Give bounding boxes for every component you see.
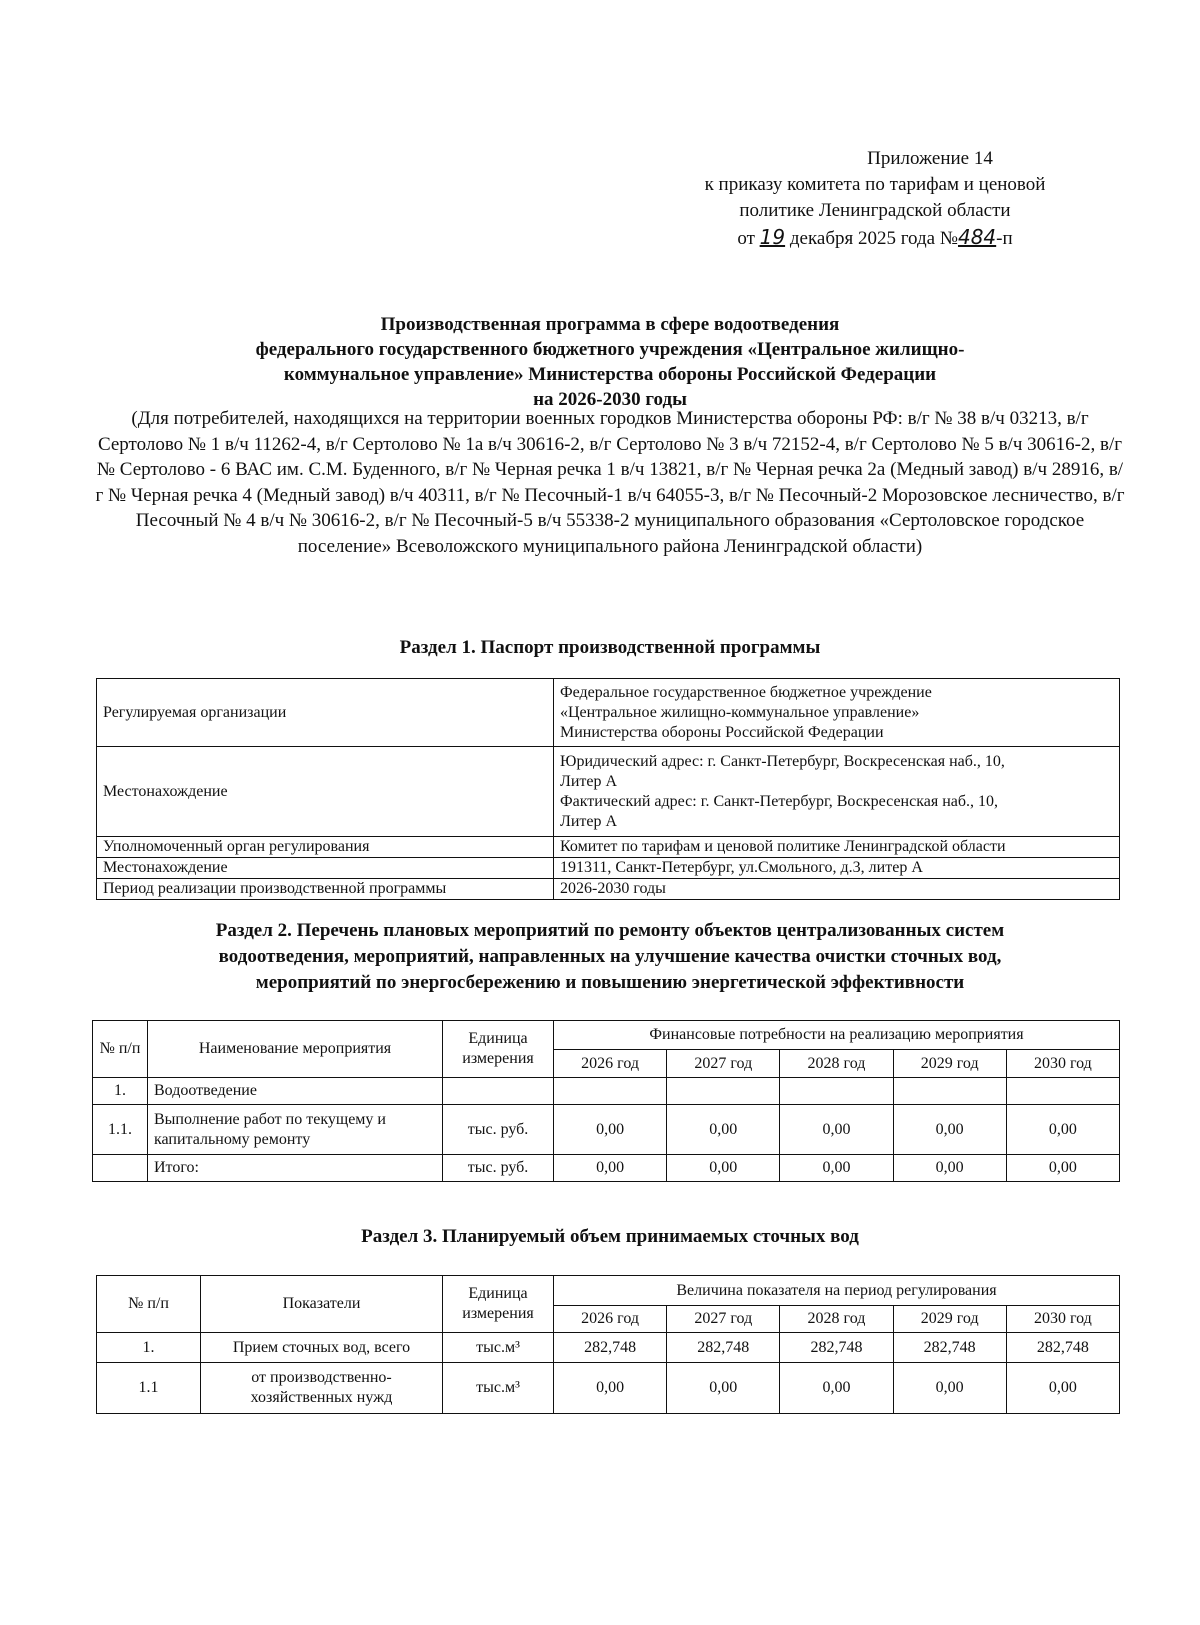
title-line: коммунальное управление» Министерства обороны Российской Федерации [283,364,937,385]
header-row [93,1021,1120,1050]
row-value: 0,00 [667,1155,780,1182]
row-value: 0,00 [893,1363,1006,1414]
table-row [97,747,1120,837]
row-value [1006,1078,1119,1105]
col-header-num: № п/п [93,1021,148,1078]
activities-table [92,1020,1120,1182]
row-unit: тыс. руб. [443,1155,554,1182]
col-header-year: 2026 год [554,1050,667,1078]
row-value: 0,00 [893,1105,1006,1155]
row-number: 1. [93,1078,148,1105]
table-row [93,1155,1120,1182]
title-line: Производственная программа в сфере водоотведения [380,314,840,335]
col-header-year: 2027 год [667,1050,780,1078]
col-header-group: Финансовые потребности на реализацию мероприятия [554,1021,1120,1050]
row-value: 0,00 [667,1363,780,1414]
row-name: от производственно-хозяйственных нужд [201,1363,443,1414]
row-number: 1.1 [97,1363,201,1414]
row-value: 282,748 [554,1333,667,1363]
col-header-year: 2026 год [554,1306,667,1333]
col-header-group: Величина показателя на период регулирования [554,1276,1120,1306]
row-unit [443,1078,554,1105]
row-value: 0,00 [780,1363,893,1414]
handwritten-number: 484 [957,225,997,249]
row-value: 0,00 [1006,1105,1119,1155]
appendix-header [640,146,1110,252]
row-number [93,1155,148,1182]
row-name: Итого: [148,1155,443,1182]
value-line: Фактический адрес: г. Санкт-Петербург, Воскресенская наб., 10, [560,792,999,810]
section3-heading: Раздел 3. Планируемый объем принимаемых сточных вод [361,1226,859,1247]
row-value: 191311, Санкт-Петербург, ул.Смольного, д.3, литер А [554,858,1120,879]
row-value: Комитет по тарифам и ценовой политике Ленинградской области [554,837,1120,858]
document-title [100,312,1120,412]
handwritten-day: 19 [759,225,786,249]
table-row [97,879,1120,900]
date-text: декабря 2025 года № [789,228,958,249]
row-value [667,1078,780,1105]
consumer-description: (Для потребителей, находящихся на территории военных городков Министерства обороны РФ: в/г № 38 в/ч 03213, в/г Сертолово № 1 в/ч 11262-4, в/г Сертолово № 1а в/ч 30616-2, в/г Сертолово № 3 в/ч 72152-4, в/г Сертолово № 5 в/ч 30616-2, в/г № Сертолово - 6 ВАС им. С.М. Буденного, в/г № Черная речка 1 в/ч 13821, в/г № Черная речка 2а (Медный завод) в/ч 28916, в/г № Черная речка 4 (Медный завод) в/ч 40311, в/г № Песочный-1 в/ч 64055-3, в/г № Песочный-2 Морозовское лесничество, в/г Песочный № 4 в/ч № 30616-2, в/г № Песочный-5 в/ч 55338-2 муниципального образования «Сертоловское городское поселение» Всеволожского муниципального района Ленинградской области) [95,408,1125,557]
row-value: 282,748 [1006,1333,1119,1363]
value-line: Федеральное государственное бюджетное учреждение [560,683,932,701]
row-value: 0,00 [780,1105,893,1155]
row-unit: тыс. руб. [443,1105,554,1155]
col-header-unit: Единица измерения [443,1276,554,1333]
row-value: 0,00 [554,1155,667,1182]
row-number: 1.1. [93,1105,148,1155]
col-header-year: 2030 год [1006,1050,1119,1078]
row-value: 0,00 [1006,1363,1119,1414]
col-header-year: 2028 год [780,1050,893,1078]
table-row [93,1105,1120,1155]
row-value [554,679,1120,747]
title-line: на 2026-2030 годы [533,389,687,410]
value-line: «Центральное жилищно-коммунальное управление» [560,703,920,721]
row-value: 0,00 [893,1155,1006,1182]
row-label: Уполномоченный орган регулирования [97,837,554,858]
table-row [93,1078,1120,1105]
row-value: 0,00 [667,1105,780,1155]
col-header-name: Показатели [201,1276,443,1333]
row-label: Местонахождение [97,858,554,879]
heading-line: Раздел 2. Перечень плановых мероприятий по ремонту объектов централизованных систем [215,920,1005,941]
number-suffix: -п [996,228,1013,249]
col-header-year: 2029 год [893,1306,1006,1333]
col-header-year: 2027 год [667,1306,780,1333]
row-value [554,1078,667,1105]
col-header-num: № п/п [97,1276,201,1333]
col-header-year: 2030 год [1006,1306,1119,1333]
wastewater-volume-table [96,1275,1120,1414]
row-value [893,1078,1006,1105]
row-unit: тыс.м³ [443,1363,554,1414]
row-value [554,747,1120,837]
row-name: Выполнение работ по текущему и капитальному ремонту [148,1105,443,1155]
row-value: 0,00 [780,1155,893,1182]
passport-table [96,678,1120,900]
row-value: 2026-2030 годы [554,879,1120,900]
appendix-line: к приказу комитета по тарифам и ценовой [704,174,1046,195]
header-row [97,1276,1120,1306]
date-prefix: от [737,228,755,249]
appendix-number: Приложение 14 [867,148,993,169]
appendix-date [640,224,1110,252]
row-label: Период реализации производственной программы [97,879,554,900]
row-unit: тыс.м³ [443,1333,554,1363]
row-value: 282,748 [893,1333,1006,1363]
row-value: 0,00 [554,1105,667,1155]
row-value: 0,00 [554,1363,667,1414]
row-name: Прием сточных вод, всего [201,1333,443,1363]
value-line: Литер А [560,772,618,790]
row-value: 282,748 [780,1333,893,1363]
table-row [97,1363,1120,1414]
section2-heading [100,918,1120,996]
table-row [97,858,1120,879]
col-header-name: Наименование мероприятия [148,1021,443,1078]
section1-heading: Раздел 1. Паспорт производственной программы [399,637,821,658]
value-line: Юридический адрес: г. Санкт-Петербург, Воскресенская наб., 10, [560,752,1005,770]
col-header-unit: Единица измерения [443,1021,554,1078]
appendix-line: политике Ленинградской области [739,200,1011,221]
row-name: Водоотведение [148,1078,443,1105]
heading-line: водоотведения, мероприятий, направленных на улучшение качества очистки сточных вод, [218,946,1002,967]
title-line: федерального государственного бюджетного учреждения «Центральное жилищно- [255,339,965,360]
table-row [97,837,1120,858]
col-header-year: 2028 год [780,1306,893,1333]
row-number: 1. [97,1333,201,1363]
col-header-year: 2029 год [893,1050,1006,1078]
row-label: Местонахождение [97,747,554,837]
row-value: 282,748 [667,1333,780,1363]
table-row [97,679,1120,747]
value-line: Министерства обороны Российской Федерации [560,723,884,741]
value-line: Литер А [560,812,618,830]
table-row [97,1333,1120,1363]
heading-line: мероприятий по энергосбережению и повышению энергетической эффективности [255,972,965,993]
row-value [780,1078,893,1105]
row-label: Регулируемая организации [97,679,554,747]
row-value: 0,00 [1006,1155,1119,1182]
